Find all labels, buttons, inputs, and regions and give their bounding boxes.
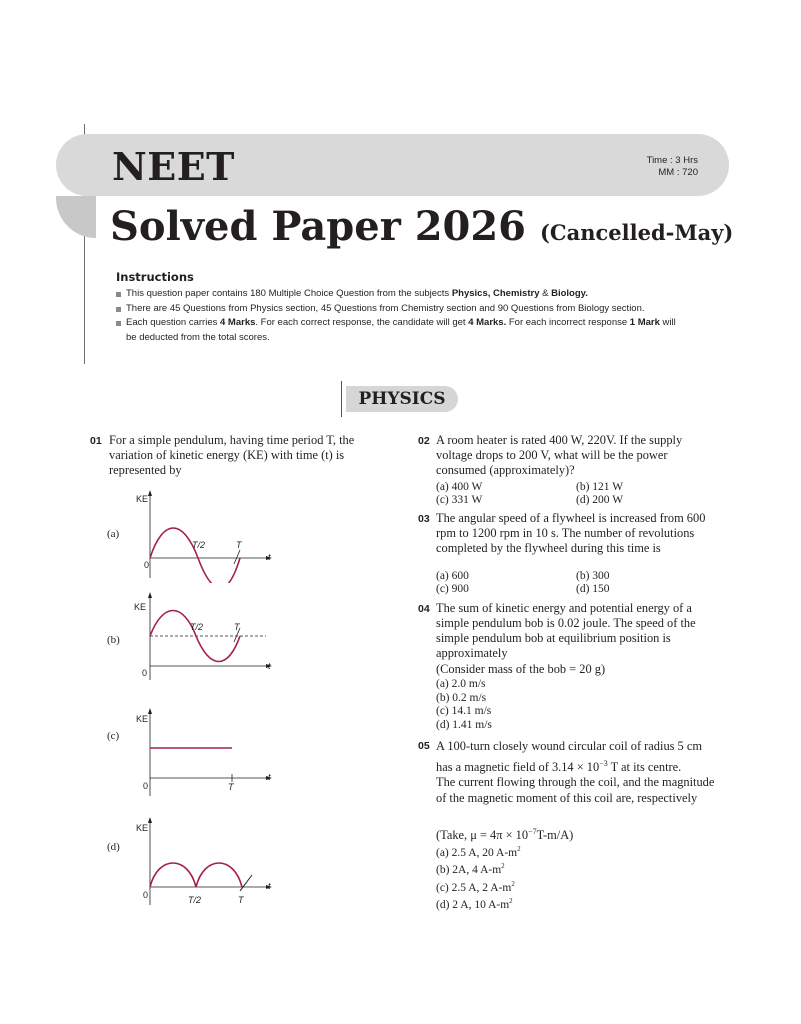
curve-d	[150, 863, 242, 887]
question-number: 05	[418, 740, 430, 752]
paper-title-main: Solved Paper 2026	[110, 203, 527, 250]
marks-label: MM : 720	[658, 167, 698, 178]
option-b: (b) 2A, 4 $A-m^2$	[436, 862, 505, 877]
section-rule	[341, 381, 342, 417]
curve-a	[150, 528, 240, 583]
instructions-heading: Instructions	[116, 270, 194, 284]
exam-meta	[628, 155, 698, 179]
origin-label: 0	[143, 890, 149, 900]
origin-label: 0	[144, 560, 150, 570]
option-a: (a) 2.5 A, 20 $A-m^2$	[436, 845, 521, 859]
option-a: (a) 400 W	[436, 481, 483, 493]
tick-half: T/2	[188, 895, 202, 905]
option-a: (a) 2.0 m/s	[436, 678, 486, 690]
question-text: A room heater is rated 400 W, 220V. If the supply voltage drops to 200 V, what will be the power consumed (approximately)?	[436, 433, 683, 477]
tick-half: T/2	[190, 622, 204, 632]
tick-full: T	[228, 782, 234, 792]
x-axis-label: t	[268, 772, 271, 782]
option-a: (a) 600	[436, 570, 469, 582]
y-axis-label: KE	[136, 823, 149, 833]
options-02	[436, 481, 623, 507]
options-04	[436, 678, 492, 732]
instructions-list	[116, 287, 676, 345]
origin-label: 0	[142, 668, 148, 678]
paper-title	[110, 203, 733, 250]
question-text: A 100-turn closely wound circular coil of radius 5 cm has a magnetic field of $3.14 \times 10^{-3}$ T at its centre.	[436, 739, 702, 775]
paper-title-suffix: (Cancelled-May)	[539, 220, 734, 245]
question-text-2: The current flowing through the coil, and the magnitude of the magnetic moment of this coil are, respectively	[436, 775, 715, 805]
x-axis-label: t	[268, 661, 271, 671]
tick-full: T	[234, 622, 240, 632]
option-c: (c) 900	[436, 583, 469, 595]
option-label: (b)	[107, 634, 120, 646]
graph-b	[128, 590, 278, 685]
instruction-item: Each question carries 4 Marks. For each correct response, the candidate will get 4 Marks. For each incorrect response 1 Mark will be deducted from the total scores.	[116, 316, 676, 345]
exam-title: NEET	[112, 144, 235, 189]
graph-d	[128, 815, 278, 910]
option-c: (c) 14.1 m/s	[436, 705, 492, 717]
option-d: (d) 200 W	[576, 494, 624, 506]
options-03	[436, 570, 610, 596]
tick-half: T/2	[192, 540, 206, 550]
option-d: (d) 2 A, 10 $A-m^2$	[436, 896, 513, 911]
question-text: The sum of kinetic energy and potential energy of a simple pendulum bob is 0.02 joule. The speed of the simple pendulum bob at equilibrium position is approximately	[436, 601, 696, 660]
section-title: PHYSICS	[346, 386, 458, 412]
option-label: (a)	[107, 528, 120, 540]
option-b: (b) 300	[576, 570, 610, 582]
option-d: (d) 150	[576, 583, 610, 595]
question-number: 01	[90, 435, 102, 447]
question-number: 02	[418, 435, 430, 447]
graph-c	[128, 706, 278, 801]
header-fold	[56, 196, 96, 238]
tick-full: T	[236, 540, 242, 550]
option-c: (c) 2.5 A, 2 $A-m^2$	[436, 879, 515, 894]
options-05	[436, 843, 521, 912]
option-label: (d)	[107, 841, 120, 853]
option-b: (b) 121 W	[576, 481, 624, 493]
question-text: The angular speed of a flywheel is increased from 600 rpm to 1200 rpm in 10 s. The number of revolutions completed by the flywheel during this time is	[436, 511, 706, 555]
graph-a	[128, 488, 278, 583]
y-axis-label: KE	[134, 602, 147, 612]
x-axis-label: t	[268, 552, 271, 562]
instructions-block	[116, 270, 676, 345]
question-02	[418, 433, 718, 481]
origin-label: 0	[143, 781, 149, 791]
tick-full: T	[238, 895, 244, 905]
option-c: (c) 331 W	[436, 494, 483, 506]
instruction-item: There are 45 Questions from Physics section, 45 Questions from Chemistry section and 90 Questions from Biology section.	[116, 302, 676, 317]
time-label: Time : 3 Hrs	[646, 155, 698, 166]
option-d: (d) 1.41 m/s	[436, 718, 492, 731]
instruction-item: This question paper contains 180 Multiple Choice Question from the subjects Physics, Chemistry & Biology.	[116, 287, 676, 302]
question-number: 03	[418, 513, 430, 525]
question-note: (Take, $\mu = 4\pi \times 10^{-7}T-m/A$)	[436, 827, 574, 843]
option-b: (b) 0.2 m/s	[436, 691, 487, 704]
y-axis-label: KE	[136, 494, 149, 504]
question-number: 04	[418, 603, 430, 615]
x-axis-label: t	[268, 881, 271, 891]
y-axis-label: KE	[136, 714, 149, 724]
question-text: For a simple pendulum, having time period T, the variation of kinetic energy (KE) with time (t) is represented by	[109, 433, 355, 477]
option-label: (c)	[107, 730, 120, 742]
question-note: (Consider mass of the bob = 20 g)	[436, 662, 606, 676]
